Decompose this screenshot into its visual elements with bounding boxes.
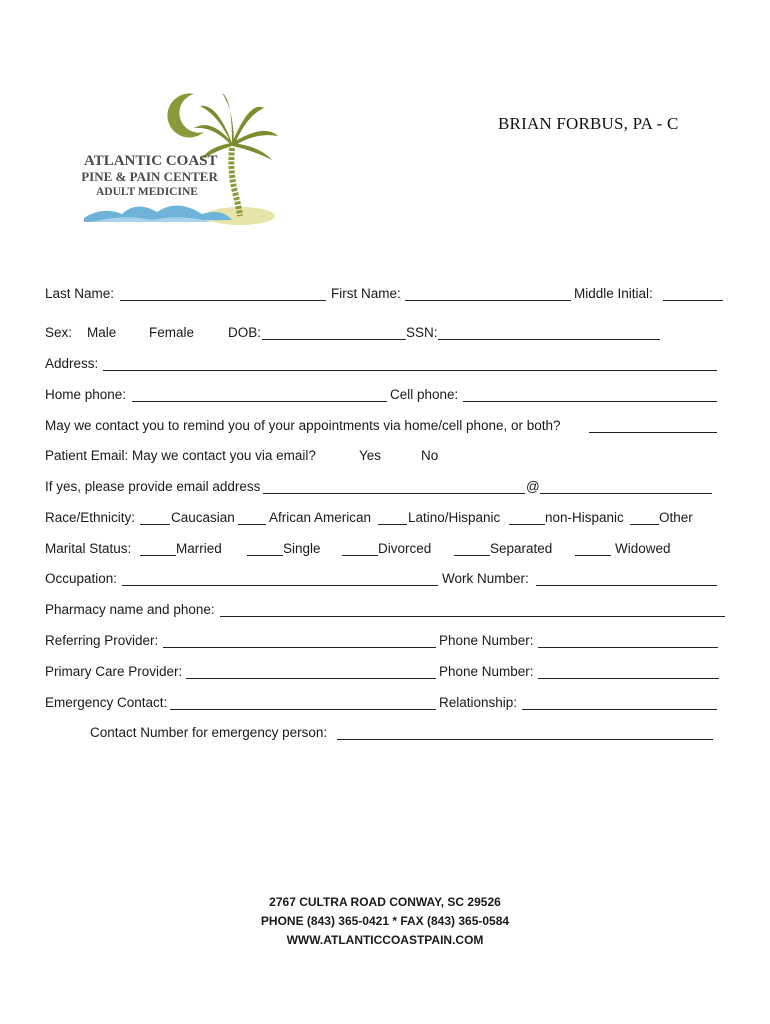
primary-care-phone-label: Phone Number: [439, 664, 534, 679]
african-american-option: African American [269, 510, 372, 525]
address-label: Address: [45, 356, 99, 371]
race-label: Race/Ethnicity: [45, 510, 136, 525]
female-option[interactable]: Female [149, 325, 195, 340]
male-option[interactable]: Male [87, 325, 117, 340]
occupation-label: Occupation: [45, 571, 118, 586]
latino-option: Latino/Hispanic [408, 510, 501, 525]
widowed-option: Widowed [615, 541, 671, 556]
non-hispanic-field[interactable] [509, 524, 545, 525]
first-name-label: First Name: [331, 286, 401, 301]
ssn-field[interactable] [438, 339, 660, 340]
email-yes-option[interactable]: Yes [359, 448, 382, 463]
pharmacy-row [45, 601, 727, 619]
home-phone-label: Home phone: [45, 387, 127, 402]
occupation-field[interactable] [122, 585, 438, 586]
logo-text-line2: SPINE & PAIN CENTER [82, 169, 218, 184]
email-at-sign: @ [526, 479, 540, 494]
race-row [45, 509, 715, 527]
logo-text-line1: ATLANTIC COAST [84, 153, 218, 169]
referring-phone-label: Phone Number: [439, 633, 534, 648]
moon-icon [167, 94, 204, 138]
married-option: Married [176, 541, 222, 556]
ssn-label: SSN: [406, 325, 438, 340]
cell-phone-label: Cell phone: [390, 387, 459, 402]
email-no-option[interactable]: No [421, 448, 439, 463]
address-field[interactable] [103, 370, 717, 371]
phone-row [45, 386, 720, 404]
palm-trunk-icon [231, 148, 240, 216]
pharmacy-field[interactable] [220, 616, 725, 617]
other-field[interactable] [630, 524, 659, 525]
single-field[interactable] [247, 555, 283, 556]
married-field[interactable] [140, 555, 176, 556]
reminder-question: May we contact you to remind you of your appointments via home/cell phone, or both? [45, 418, 561, 433]
other-option: Other [659, 510, 693, 525]
emergency-number-field[interactable] [337, 739, 713, 740]
referring-phone-field[interactable] [538, 647, 718, 648]
name-row [45, 285, 725, 303]
cell-phone-field[interactable] [463, 401, 717, 402]
emergency-row [45, 694, 720, 712]
work-number-field[interactable] [536, 585, 717, 586]
email-user-field[interactable] [263, 493, 525, 494]
palm-fronds-icon [194, 93, 278, 160]
african-american-field[interactable] [238, 524, 266, 525]
separated-option: Separated [490, 541, 553, 556]
email-address-row [45, 478, 715, 496]
work-number-label: Work Number: [442, 571, 529, 586]
email-question-row [45, 447, 545, 465]
logo-text-line3: ADULT MEDICINE [96, 186, 198, 198]
non-hispanic-option: non-Hispanic [545, 510, 624, 525]
address-row [45, 355, 720, 373]
email-question: Patient Email: May we contact you via email? [45, 448, 316, 463]
single-option: Single [283, 541, 321, 556]
referring-provider-label: Referring Provider: [45, 633, 159, 648]
latino-field[interactable] [378, 524, 407, 525]
relationship-field[interactable] [522, 709, 717, 710]
logo-graphic [82, 88, 282, 233]
marital-row [45, 540, 715, 558]
dob-field[interactable] [262, 339, 406, 340]
first-name-field[interactable] [405, 300, 571, 301]
primary-care-phone-field[interactable] [538, 678, 719, 679]
emergency-number-row [90, 724, 720, 742]
primary-care-row [45, 663, 720, 681]
primary-care-label: Primary Care Provider: [45, 664, 183, 679]
marital-label: Marital Status: [45, 541, 132, 556]
reminder-field[interactable] [589, 432, 717, 433]
caucasian-option: Caucasian [171, 510, 235, 525]
divorced-option: Divorced [378, 541, 432, 556]
widowed-field[interactable] [575, 555, 611, 556]
emergency-contact-field[interactable] [170, 709, 436, 710]
emergency-contact-label: Emergency Contact: [45, 695, 168, 710]
email-domain-field[interactable] [540, 493, 712, 494]
last-name-label: Last Name: [45, 286, 115, 301]
sex-row [45, 324, 665, 342]
footer-phone-fax: PHONE (843) 365-0421 * FAX (843) 365-0584 [260, 914, 510, 928]
email-address-label: If yes, please provide email address [45, 479, 261, 494]
home-phone-field[interactable] [132, 401, 387, 402]
middle-initial-field[interactable] [663, 300, 723, 301]
practice-logo [82, 88, 282, 233]
last-name-field[interactable] [120, 300, 326, 301]
reminder-row [45, 417, 720, 435]
dob-label: DOB: [228, 325, 262, 340]
primary-care-field[interactable] [186, 678, 436, 679]
footer-address: 2767 CULTRA ROAD CONWAY, SC 29526 [269, 895, 501, 909]
referring-provider-field[interactable] [163, 647, 436, 648]
middle-initial-label: Middle Initial: [574, 286, 653, 301]
occupation-row [45, 570, 720, 588]
emergency-number-label: Contact Number for emergency person: [90, 725, 328, 740]
sex-label: Sex: [45, 325, 73, 340]
footer [0, 893, 770, 950]
provider-name: BRIAN FORBUS, PA - C [498, 114, 679, 133]
referring-row [45, 632, 720, 650]
divorced-field[interactable] [342, 555, 378, 556]
caucasian-field[interactable] [140, 524, 170, 525]
separated-field[interactable] [454, 555, 490, 556]
pharmacy-label: Pharmacy name and phone: [45, 602, 215, 617]
relationship-label: Relationship: [439, 695, 518, 710]
footer-website: WWW.ATLANTICCOASTPAIN.COM [286, 933, 484, 947]
